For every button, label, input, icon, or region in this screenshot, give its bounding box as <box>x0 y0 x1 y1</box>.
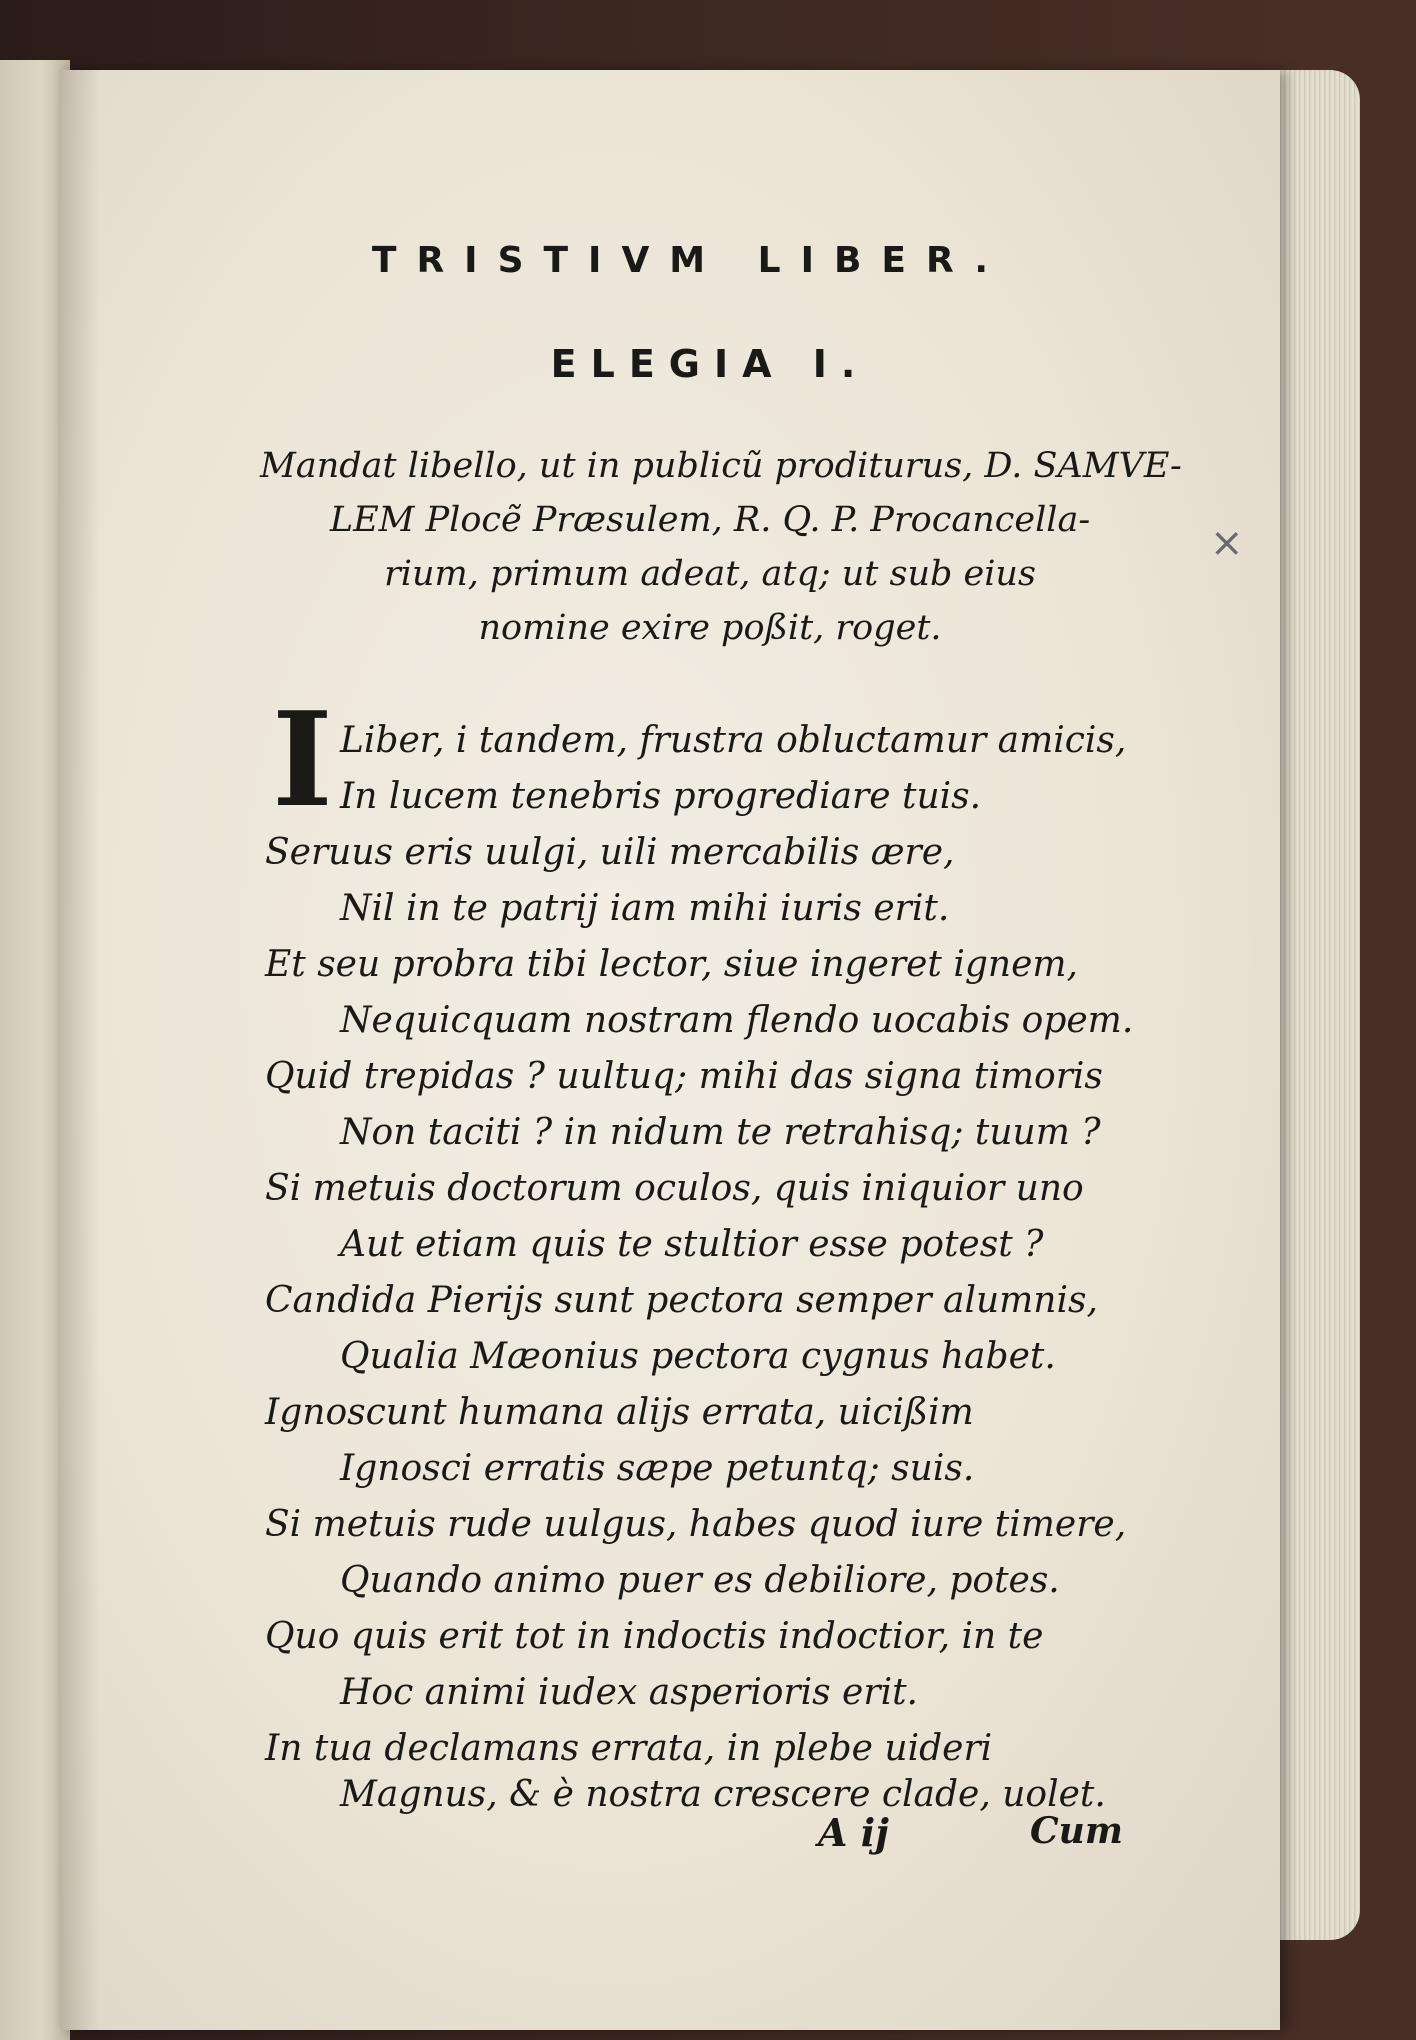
verse-line: Quo quis erit tot in indoctis indoctior, in te <box>265 1616 1044 1657</box>
book-page <box>60 70 1280 2030</box>
verse-line: Liber, i tandem, frustra obluctamur amicis, <box>340 720 1127 761</box>
verse-line: Quando animo puer es debiliore, potes. <box>340 1560 1060 1601</box>
verse-line: In lucem tenebris progrediare tuis. <box>340 776 982 817</box>
verse-line: Aut etiam quis te stultior esse potest ? <box>340 1224 1044 1265</box>
running-head: TRISTIVM LIBER. <box>371 240 1009 281</box>
summary-line: Mandat libello, ut in publicũ proditurus, D. SAMVE- <box>260 446 1182 486</box>
signature-mark: A ij <box>818 1810 889 1855</box>
verse-line: Nequicquam nostram flendo uocabis opem. <box>340 1000 1134 1041</box>
verse-line: In tua declamans errata, in plebe uideri <box>265 1728 993 1769</box>
drop-cap: I <box>272 683 333 836</box>
verse-line: Ignosci erratis sæpe petuntq; suis. <box>340 1448 975 1489</box>
verse-line: Hoc animi iudex asperioris erit. <box>340 1672 918 1713</box>
verse-line: Si metuis rude uulgus, habes quod iure timere, <box>265 1504 1127 1545</box>
catchword: Cum <box>1030 1810 1123 1852</box>
verse-line: Non taciti ? in nidum te retrahisq; tuum ? <box>340 1112 1101 1153</box>
verse-line: Magnus, & è nostra crescere clade, uolet. <box>340 1774 1106 1815</box>
verse-line: Seruus eris uulgi, uili mercabilis ære, <box>265 832 955 873</box>
verse-line: Nil in te patrij iam mihi iuris erit. <box>340 888 950 929</box>
margin-mark: × <box>1210 520 1244 566</box>
verse-line: Qualia Mæonius pectora cygnus habet. <box>340 1336 1056 1377</box>
elegy-heading: ELEGIA I. <box>550 342 870 386</box>
summary-line: nomine exire poßit, roget. <box>478 608 942 648</box>
summary-line: LEM Plocẽ Præsulem, R. Q. P. Procancella- <box>329 500 1091 540</box>
summary-line: rium, primum adeat, atq; ut sub eius <box>384 554 1036 594</box>
verse-line: Si metuis doctorum oculos, quis iniquior uno <box>265 1168 1084 1209</box>
verse-line: Ignoscunt humana alijs errata, uicißim <box>265 1392 974 1433</box>
verse-line: Quid trepidas ? uultuq; mihi das signa timoris <box>265 1056 1103 1097</box>
verse-line: Candida Pierijs sunt pectora semper alumnis, <box>265 1280 1098 1321</box>
verse-line: Et seu probra tibi lector, siue ingeret ignem, <box>265 944 1078 985</box>
